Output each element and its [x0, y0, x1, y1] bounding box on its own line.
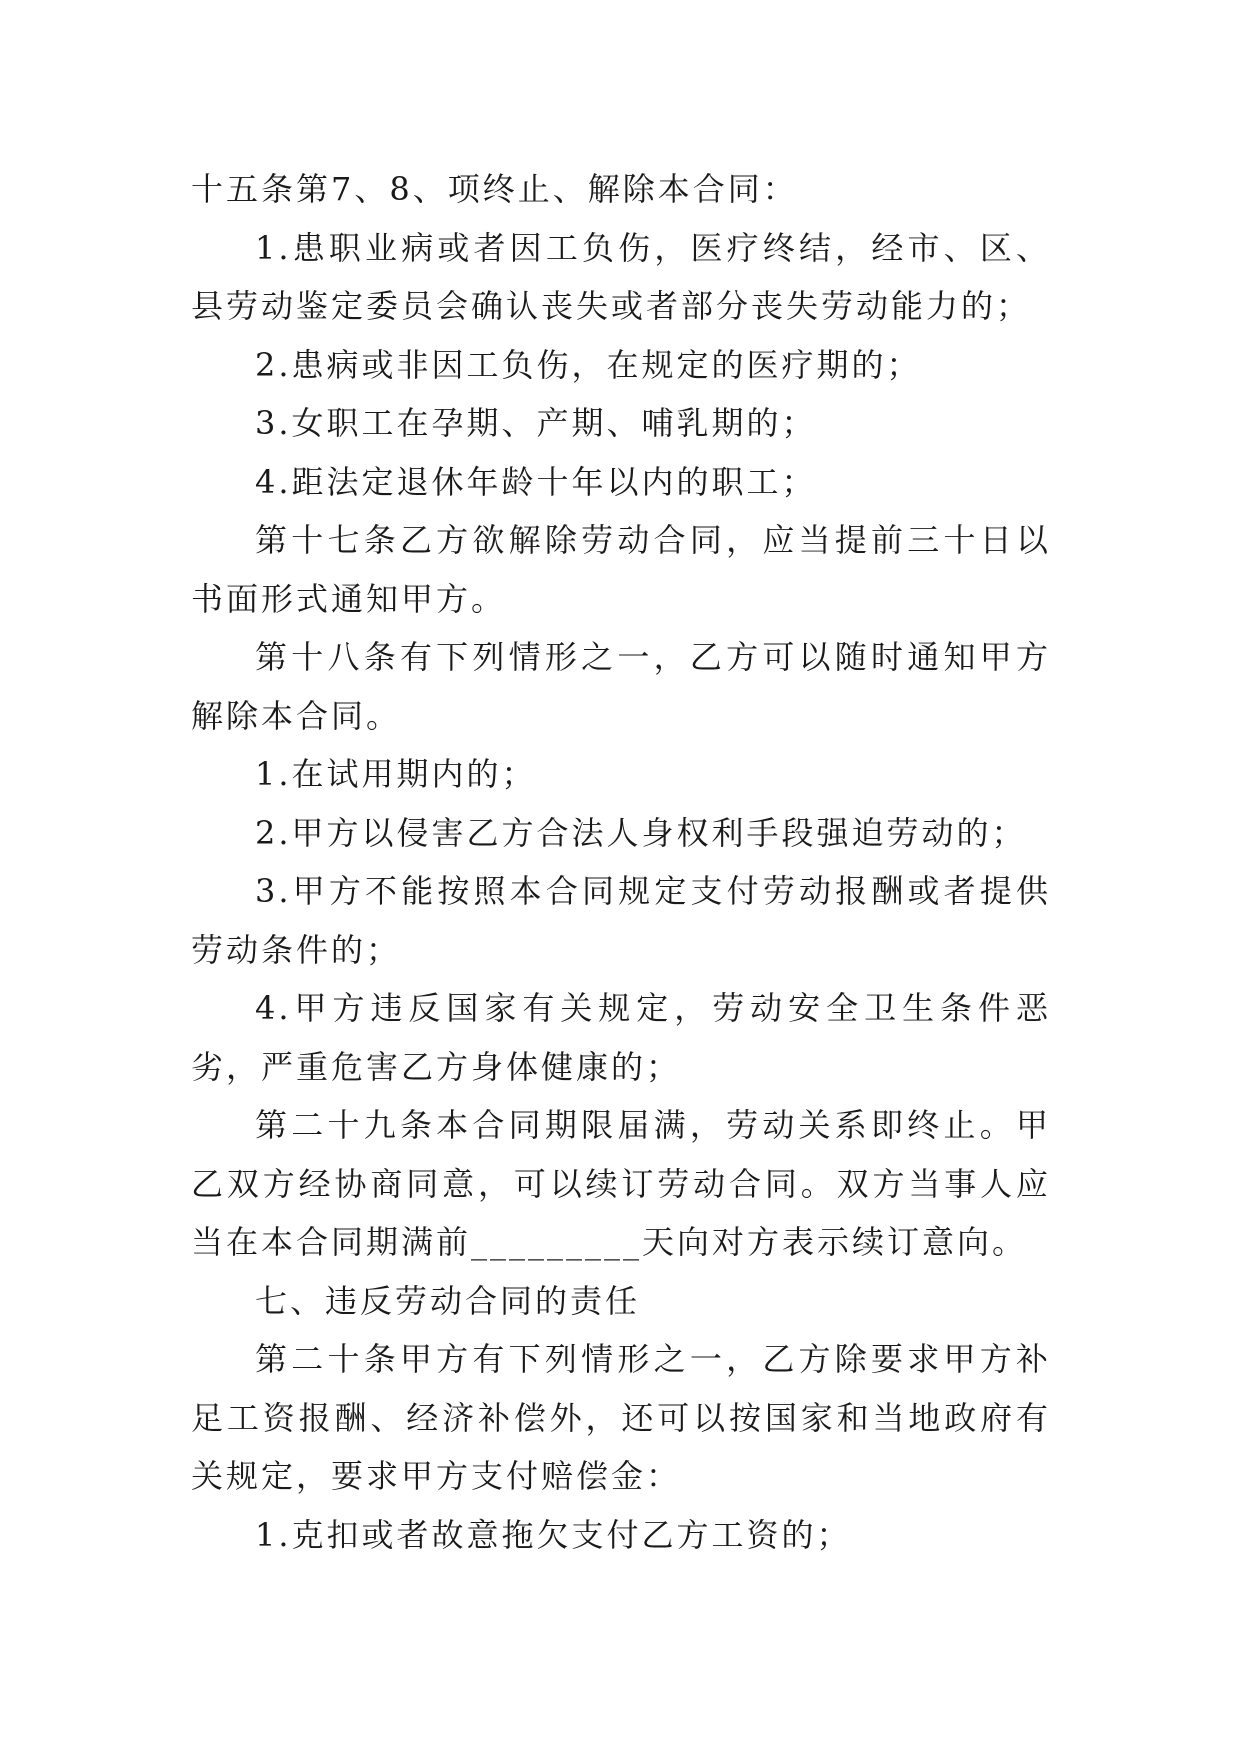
renewal-text-after: 天向对方表示续订意向。	[642, 1223, 1028, 1261]
paragraph-article-20-item-1: 1.克扣或者故意拖欠支付乙方工资的；	[255, 1515, 852, 1554]
renewal-days-blank: _________	[471, 1223, 643, 1261]
paragraph-article-18: 第十八条有下列情形之一，乙方可以随时通知甲方解除本合同。	[191, 638, 1051, 735]
document-body	[191, 160, 1051, 1564]
renewal-text-before: 第二十九条本合同期限届满，劳动关系即终止。甲乙双方经协商同意，可以续订劳动合同。双方当事人应当在本合同期满前	[191, 1106, 1051, 1261]
paragraph-article-29-renewal	[191, 1096, 1051, 1272]
paragraph-item-4-retirement-age: 4.距法定退休年龄十年以内的职工；	[255, 462, 817, 501]
paragraph-article-18-item-4: 4.甲方违反国家有关规定，劳动安全卫生条件恶劣，严重危害乙方身体健康的；	[191, 989, 1051, 1086]
paragraph-item-2-illness: 2.患病或非因工负伤，在规定的医疗期的；	[255, 345, 922, 384]
paragraph-article-18-item-1: 1.在试用期内的；	[255, 755, 537, 793]
section-heading-liability: 七、违反劳动合同的责任	[255, 1281, 641, 1320]
paragraph-article-15-continuation: 十五条第7、8、项终止、解除本合同：	[191, 170, 798, 208]
paragraph-article-18-item-3: 3.甲方不能按照本合同规定支付劳动报酬或者提供劳动条件的；	[191, 872, 1051, 969]
paragraph-article-18-item-2: 2.甲方以侵害乙方合法人身权利手段强迫劳动的；	[255, 813, 1027, 852]
paragraph-item-3-female-workers: 3.女职工在孕期、产期、哺乳期的；	[255, 404, 817, 442]
paragraph-item-1-occupational-disease: 1.患职业病或者因工负伤，医疗终结，经市、区、县劳动鉴定委员会确认丧失或者部分丧失劳动能力的；	[191, 228, 1051, 325]
paragraph-article-17: 第十七条乙方欲解除劳动合同，应当提前三十日以书面形式通知甲方。	[191, 521, 1051, 618]
paragraph-article-20: 第二十条甲方有下列情形之一，乙方除要求甲方补足工资报酬、经济补偿外，还可以按国家和当地政府有关规定，要求甲方支付赔偿金：	[191, 1340, 1051, 1495]
